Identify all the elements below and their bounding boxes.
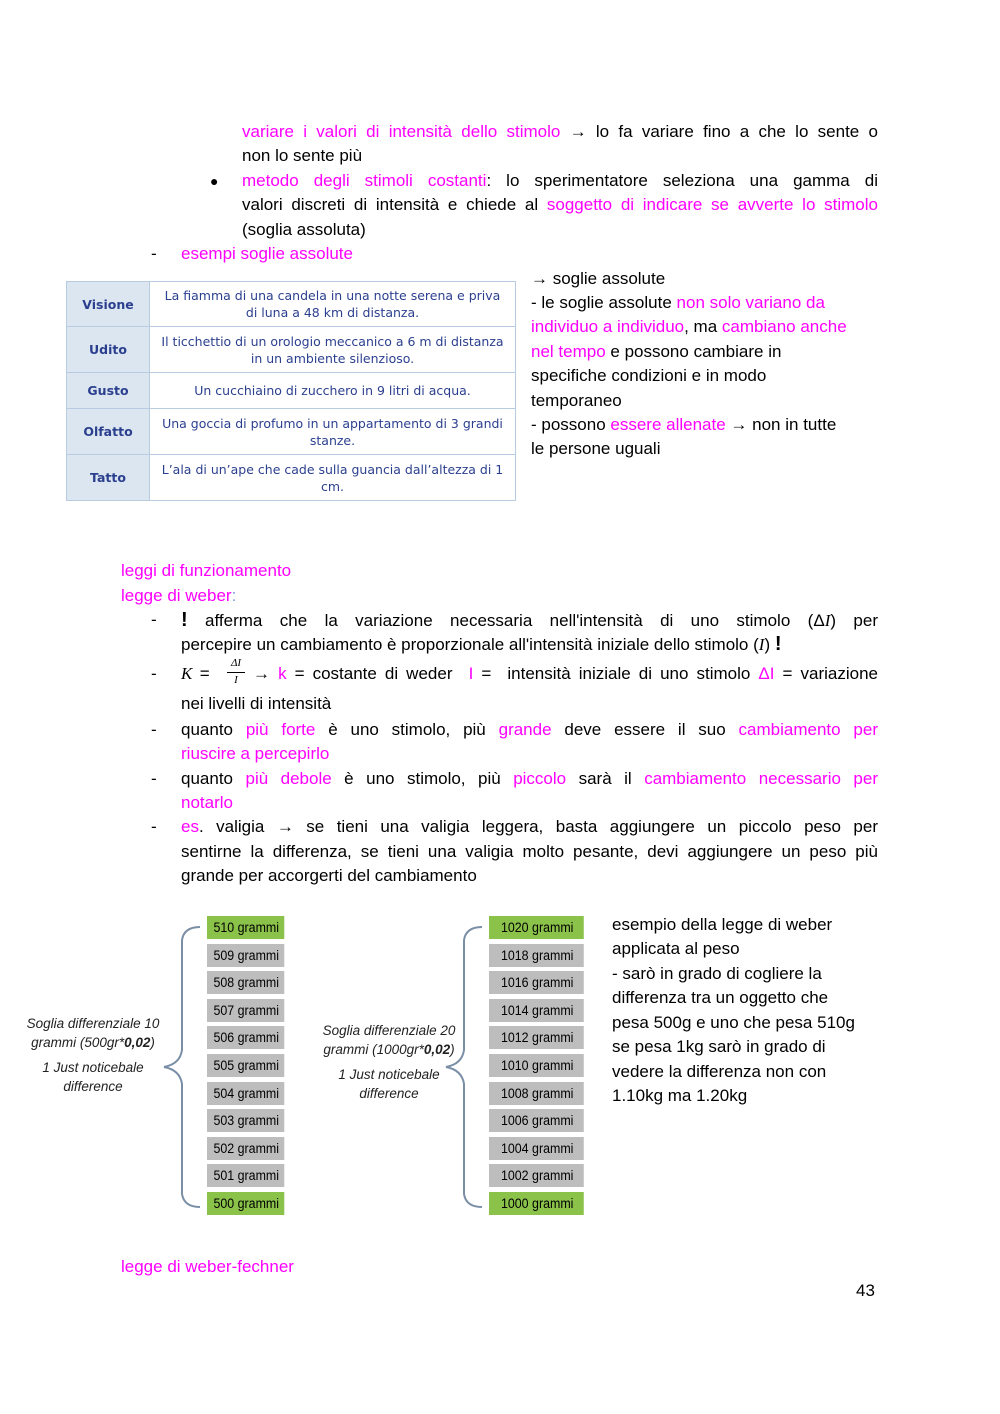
weight-box: 1010 grammi bbox=[489, 1054, 584, 1077]
dash: - bbox=[151, 720, 157, 739]
text-line: 1.10kg ma 1.20kg bbox=[612, 1086, 748, 1105]
weight-box: 1020 grammi bbox=[489, 916, 584, 939]
weight-box: 1008 grammi bbox=[489, 1082, 584, 1105]
text-line: individuo a individuo, ma cambiano anche bbox=[531, 317, 847, 336]
weight-box: 506 grammi bbox=[207, 1026, 284, 1049]
table-row bbox=[67, 327, 516, 373]
exclamation-icon: ! bbox=[774, 633, 782, 655]
text-line: - sarò in grado di cogliere la bbox=[612, 964, 822, 983]
caption-right: Soglia differenziale 20 grammi (1000gr*0,02) 1 Just noticebale difference bbox=[322, 1023, 456, 1101]
weight-stack-left bbox=[207, 916, 291, 1220]
text-line: temporaneo bbox=[531, 391, 622, 410]
table-row bbox=[67, 373, 516, 409]
text-line: applicata al peso bbox=[612, 939, 740, 958]
bullet: ● bbox=[210, 173, 219, 189]
fraction: ΔI I bbox=[225, 656, 247, 690]
absolute-thresholds-table bbox=[66, 281, 516, 501]
text-line: notarlo bbox=[181, 793, 233, 812]
dash: - bbox=[151, 769, 157, 788]
weight-box: 503 grammi bbox=[207, 1109, 284, 1132]
weight-stack-right bbox=[489, 916, 592, 1220]
weight-box: 510 grammi bbox=[207, 916, 284, 939]
weight-box: 500 grammi bbox=[207, 1192, 284, 1215]
sense-cell: Udito bbox=[67, 327, 150, 373]
text-line: nei livelli di intensità bbox=[181, 694, 332, 713]
section-heading: leggi di funzionamento bbox=[121, 561, 292, 580]
text-line: → soglie assolute bbox=[531, 269, 666, 288]
weight-box: 1018 grammi bbox=[489, 944, 584, 967]
text-line: le persone uguali bbox=[531, 439, 661, 458]
text-line: grande per accorgerti del cambiamento bbox=[181, 866, 477, 885]
example-cell: L’ala di un’ape che cade sulla guancia dall’altezza di 1 cm. bbox=[150, 455, 516, 501]
weight-box: 501 grammi bbox=[207, 1164, 284, 1187]
section-heading: legge di weber: bbox=[121, 586, 237, 605]
dash: - bbox=[151, 244, 157, 263]
weight-box: 504 grammi bbox=[207, 1082, 284, 1105]
text-line: - possono essere allenate → non in tutte bbox=[531, 415, 837, 434]
text-line: percepire un cambiamento è proporzionale all'intensità iniziale dello stimolo (I) ! bbox=[181, 633, 782, 655]
text-line: specifiche condizioni e in modo bbox=[531, 366, 767, 385]
caption-left: Soglia differenziale 10 grammi (500gr*0,02) 1 Just noticebale difference bbox=[26, 1016, 160, 1094]
weight-box: 1012 grammi bbox=[489, 1026, 584, 1049]
text-line: sentirne la differenza, se tieni una valigia molto pesante, devi aggiungere un peso più bbox=[181, 842, 878, 861]
text-line: (soglia assoluta) bbox=[242, 220, 366, 239]
table-row bbox=[67, 409, 516, 455]
text-line: valori discreti di intensità e chiede al soggetto di indicare se avverte lo stimolo bbox=[242, 195, 878, 214]
weight-box: 505 grammi bbox=[207, 1054, 284, 1077]
weight-box: 1006 grammi bbox=[489, 1109, 584, 1132]
text-line: esempio della legge di weber bbox=[612, 915, 833, 934]
weight-box: 1014 grammi bbox=[489, 999, 584, 1022]
text-line: ! afferma che la variazione necessaria nell'intensità di uno stimolo (ΔI) per bbox=[181, 609, 878, 631]
exclamation-icon: ! bbox=[181, 609, 188, 631]
text-line: metodo degli stimoli costanti: lo sperimentatore seleziona una gamma di bbox=[242, 171, 878, 190]
weight-box: 507 grammi bbox=[207, 999, 284, 1022]
text-line: non lo sente più bbox=[242, 146, 363, 165]
example-cell: Il ticchettio di un orologio meccanico a 6 m di distanza in un ambiente silenzioso. bbox=[150, 327, 516, 373]
text-line: quanto più debole è uno stimolo, più piccolo sarà il cambiamento necessario per bbox=[181, 769, 878, 788]
weight-box: 508 grammi bbox=[207, 971, 284, 994]
weight-box: 1004 grammi bbox=[489, 1137, 584, 1160]
example-cell: La fiamma di una candela in una notte serena e priva di luna a 48 km di distanza. bbox=[150, 282, 516, 327]
sense-cell: Tatto bbox=[67, 455, 150, 501]
text-line: quanto più forte è uno stimolo, più grande deve essere il suo cambiamento per bbox=[181, 720, 878, 739]
subheading: esempi soglie assolute bbox=[181, 244, 353, 263]
text-line: pesa 500g e uno che pesa 510g bbox=[612, 1013, 855, 1032]
brace-left bbox=[160, 922, 202, 1212]
weight-box: 509 grammi bbox=[207, 944, 284, 967]
text-line: es. valigia → se tieni una valigia leggera, basta aggiungere un piccolo peso per bbox=[181, 817, 878, 836]
weight-box: 1002 grammi bbox=[489, 1164, 584, 1187]
example-cell: Un cucchiaino di zucchero in 9 litri di acqua. bbox=[150, 373, 516, 409]
example-cell: Una goccia di profumo in un appartamento di 3 grandi stanze. bbox=[150, 409, 516, 455]
text-line: nel tempo e possono cambiare in bbox=[531, 342, 782, 361]
text-line: differenza tra un oggetto che bbox=[612, 988, 829, 1007]
dash: - bbox=[151, 817, 157, 836]
text-line: se pesa 1kg sarò in grado di bbox=[612, 1037, 826, 1056]
dash: - bbox=[151, 610, 157, 629]
formula-line: K = ΔI I → k = costante di weder I = intensità iniziale di uno stimolo ΔI = variazione bbox=[181, 656, 878, 690]
text-line: variare i valori di intensità dello stimolo → lo fa variare fino a che lo sente o bbox=[242, 122, 878, 141]
weight-box: 1000 grammi bbox=[489, 1192, 584, 1215]
text-line: riuscire a percepirlo bbox=[181, 744, 330, 763]
brace-right bbox=[442, 922, 484, 1212]
sense-cell: Olfatto bbox=[67, 409, 150, 455]
text-line: vedere la differenza non con bbox=[612, 1062, 827, 1081]
weight-box: 1016 grammi bbox=[489, 971, 584, 994]
sense-cell: Gusto bbox=[67, 373, 150, 409]
page-number: 43 bbox=[856, 1281, 875, 1300]
table-row bbox=[67, 455, 516, 501]
table-row bbox=[67, 282, 516, 327]
text-line: - le soglie assolute non solo variano da bbox=[531, 293, 825, 312]
weight-box: 502 grammi bbox=[207, 1137, 284, 1160]
section-heading: legge di weber-fechner bbox=[121, 1257, 294, 1276]
sense-cell: Visione bbox=[67, 282, 150, 327]
dash: - bbox=[151, 664, 157, 683]
